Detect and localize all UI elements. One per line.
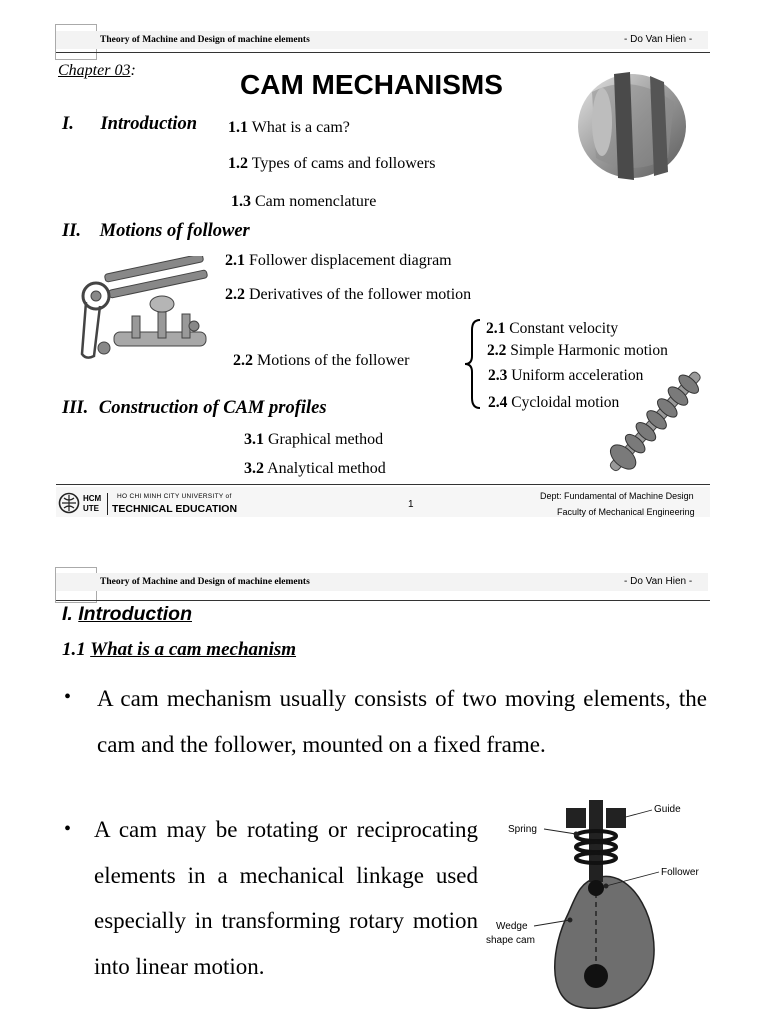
item-text: Motions of the follower [253,352,410,369]
item-num: 3.1 [244,431,264,448]
logo-ute: UTE [83,504,99,513]
bullet-1: • [64,686,72,708]
chapter-colon: : [130,62,136,79]
subsection-title: What is a cam mechanism [90,639,297,660]
item-num: 2.2 [233,352,253,369]
chapter-label [58,62,136,80]
follower-roller [588,880,604,896]
logo-divider [107,493,108,515]
item-num: 1.2 [228,155,248,172]
subsection-prefix: 1.1 [62,639,91,660]
paragraph-1: A cam mechanism usually consists of two moving elements, the cam and the follower, mounted on a fixed frame. [97,686,707,757]
section-3-heading [62,398,327,419]
item-1-3 [231,193,376,211]
curly-brace [462,318,486,410]
page-number: 1 [408,499,414,510]
item-2-3 [233,352,409,370]
item-2-2 [225,286,471,304]
label-follower: Follower [661,867,699,878]
section-heading [62,603,192,626]
wedge-cam-shape [555,876,654,1008]
item-num: 2.3 [488,367,508,384]
author-name-2: - Do Van Hien - [624,576,693,587]
course-title-2: Theory of Machine and Design of machine elements [100,577,310,587]
section-2-title: Motions of follower [99,221,250,241]
camshaft-image [598,366,714,478]
section-title: Introduction [78,603,192,625]
barrel-cam-image [572,62,696,186]
subsection-heading [62,639,296,661]
item-num: 2.1 [225,252,245,269]
header-rule [56,52,710,53]
label-cam-line2: shape cam [486,935,535,946]
section-2-heading [62,221,250,242]
item-text: Analytical method [264,460,386,477]
course-title: Theory of Machine and Design of machine elements [100,35,310,45]
item-num: 2.4 [488,394,508,411]
section-prefix: I. [62,603,79,625]
item-text: Constant velocity [505,320,619,337]
subitem-2-2 [487,342,668,360]
item-num: 3.2 [244,460,264,477]
item-3-2 [244,460,386,478]
item-num: 2.2 [487,342,507,359]
engine-camshaft-image [74,256,224,368]
item-1-1 [228,119,350,137]
bullet-2: • [64,818,72,840]
author-name: - Do Van Hien - [624,34,693,45]
section-3-title: Construction of CAM profiles [98,398,327,418]
section-2-roman: II. [62,221,82,241]
logo-hcm: HCM [83,494,102,503]
item-num: 2.1 [486,320,506,337]
university-line: HO CHI MINH CITY UNIVERSITY of [117,493,232,500]
section-1-heading [62,114,197,135]
label-spring: Spring [508,824,537,835]
dept-name: Dept: Fundamental of Machine Design [540,491,694,501]
item-text: Simple Harmonic motion [506,342,668,359]
item-num: 2.2 [225,286,245,303]
item-2-1 [225,252,452,270]
header-rule-2 [56,600,710,601]
item-text: Follower displacement diagram [245,252,452,269]
university-logo-icon [57,492,81,514]
main-title: CAM MECHANISMS [240,69,503,100]
university-name: TECHNICAL EDUCATION [112,503,238,515]
item-1-2 [228,155,435,173]
item-text: Uniform acceleration [507,367,644,384]
footer-rule [56,484,710,485]
item-text: Types of cams and followers [248,155,436,172]
item-text: Derivatives of the follower motion [245,286,472,303]
item-num: 1.3 [231,193,251,210]
item-text: What is a cam? [248,119,350,136]
section-1-title: Introduction [100,114,198,134]
paragraph-2: A cam may be rotating or reciprocating elements in a mechanical linkage used especially in transforming rotary motion into linear motion. [94,817,478,979]
subitem-2-1 [486,320,618,338]
item-text: Cam nomenclature [251,193,377,210]
faculty-name: Faculty of Mechanical Engineering [557,507,695,517]
item-text: Cycloidal motion [507,394,620,411]
item-3-1 [244,431,383,449]
section-1-roman: I. [62,114,74,134]
cam-follower-diagram [484,796,712,1018]
label-cam-line1: Wedge [496,921,528,932]
guide-block-left [566,808,586,828]
item-num: 1.1 [228,119,248,136]
item-text: Graphical method [264,431,384,448]
label-guide: Guide [654,804,681,815]
section-3-roman: III. [62,398,89,418]
chapter-text: Chapter 03 [58,62,131,79]
